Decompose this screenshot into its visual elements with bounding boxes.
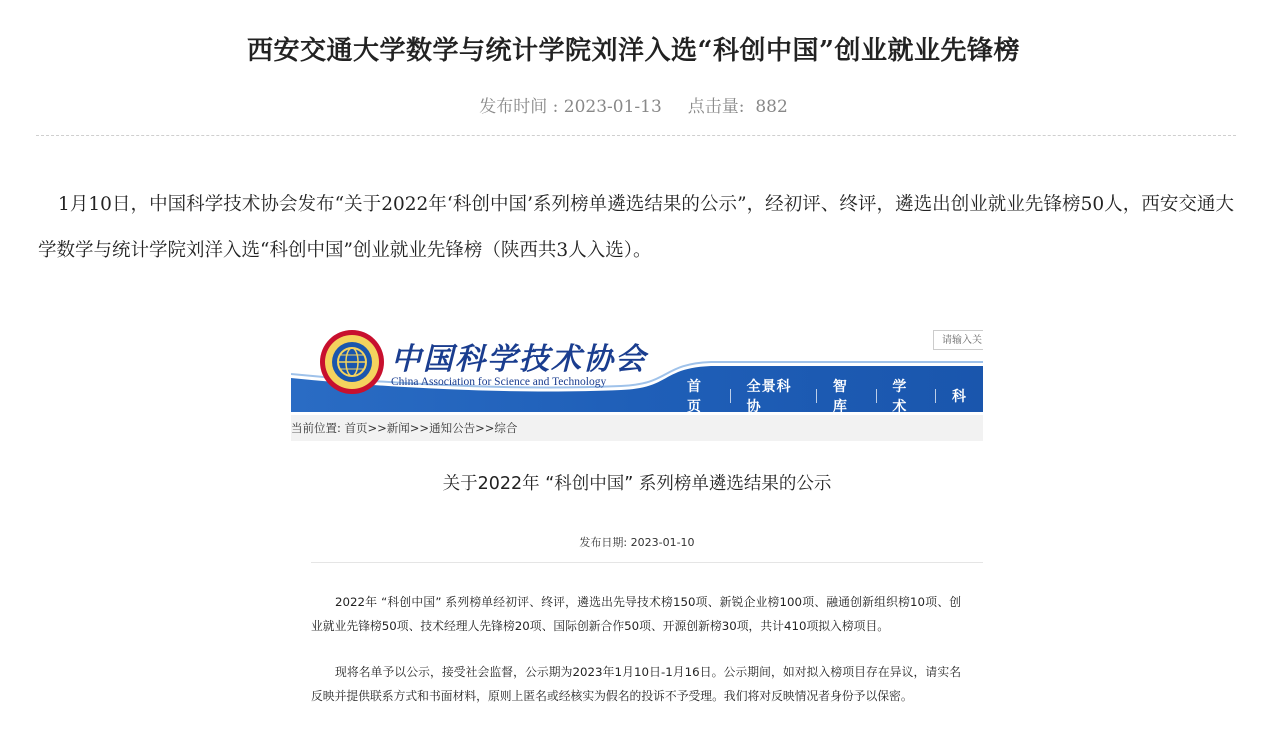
cast-header — [291, 322, 983, 415]
article-body: 1月10日，中国科学技术协会发布“关于2022年‘科创中国’系列榜单遴选结果的公示”，经初评、终评，遴选出创业就业先锋榜50人，西安交通大学数学与统计学院刘洋入选“科创中国”创业就业先锋榜（陕西共3人入选）。 — [38, 194, 1234, 261]
publish-date: 发布时间 : 2023-01-13 — [479, 97, 662, 117]
cast-name-english: China Association for Science and Technology — [391, 376, 607, 388]
notice-title: 关于2022年 “科创中国” 系列榜单遴选结果的公示 — [442, 474, 832, 494]
nav-academic[interactable]: 学术 — [892, 379, 908, 415]
embedded-screenshot — [291, 322, 983, 732]
notice-divider — [311, 562, 983, 563]
search-input[interactable]: 请输入关 — [933, 330, 983, 350]
nav-home[interactable]: 首页 — [687, 379, 702, 415]
cast-name-chinese: 中国科学技术协会 — [391, 342, 647, 377]
nav-think-tank[interactable]: 智库 — [832, 379, 848, 415]
breadcrumb: 当前位置: 首页>>新闻>>通知公告>>综合 — [291, 415, 983, 441]
nav-overview[interactable]: 全景科协 — [746, 379, 792, 415]
nav-science[interactable]: 科 — [952, 389, 967, 405]
title-divider — [36, 135, 1236, 136]
cast-nav — [671, 379, 983, 415]
article-meta — [0, 92, 1267, 117]
notice-paragraph-1: 2022年 “科创中国” 系列榜单经初评、终评，遴选出先导技术榜150项、新锐企业榜100项、融通创新组织榜10项、创业就业先锋榜50项、技术经理人先锋榜20项、国际创新合作50项、开源创新榜30项，共计410项拟入榜项目。 — [311, 595, 961, 633]
cast-logo-icon — [318, 328, 386, 396]
notice-paragraph-2: 现将名单予以公示，接受社会监督，公示期为2023年1月10日-1月16日。公示期间，如对拟入榜项目存在异议，请实名反映并提供联系方式和书面材料，原则上匿名或经核实为假名的投诉不予受理。我们将对反映情况者身份予以保密。 — [311, 665, 961, 703]
article-title: 西安交通大学数学与统计学院刘洋入选“科创中国”创业就业先锋榜 — [247, 36, 1020, 66]
notice-date: 发布日期: 2023-01-10 — [579, 536, 695, 549]
views-label: 点击量: — [687, 97, 745, 117]
views-count: 882 — [755, 97, 788, 117]
